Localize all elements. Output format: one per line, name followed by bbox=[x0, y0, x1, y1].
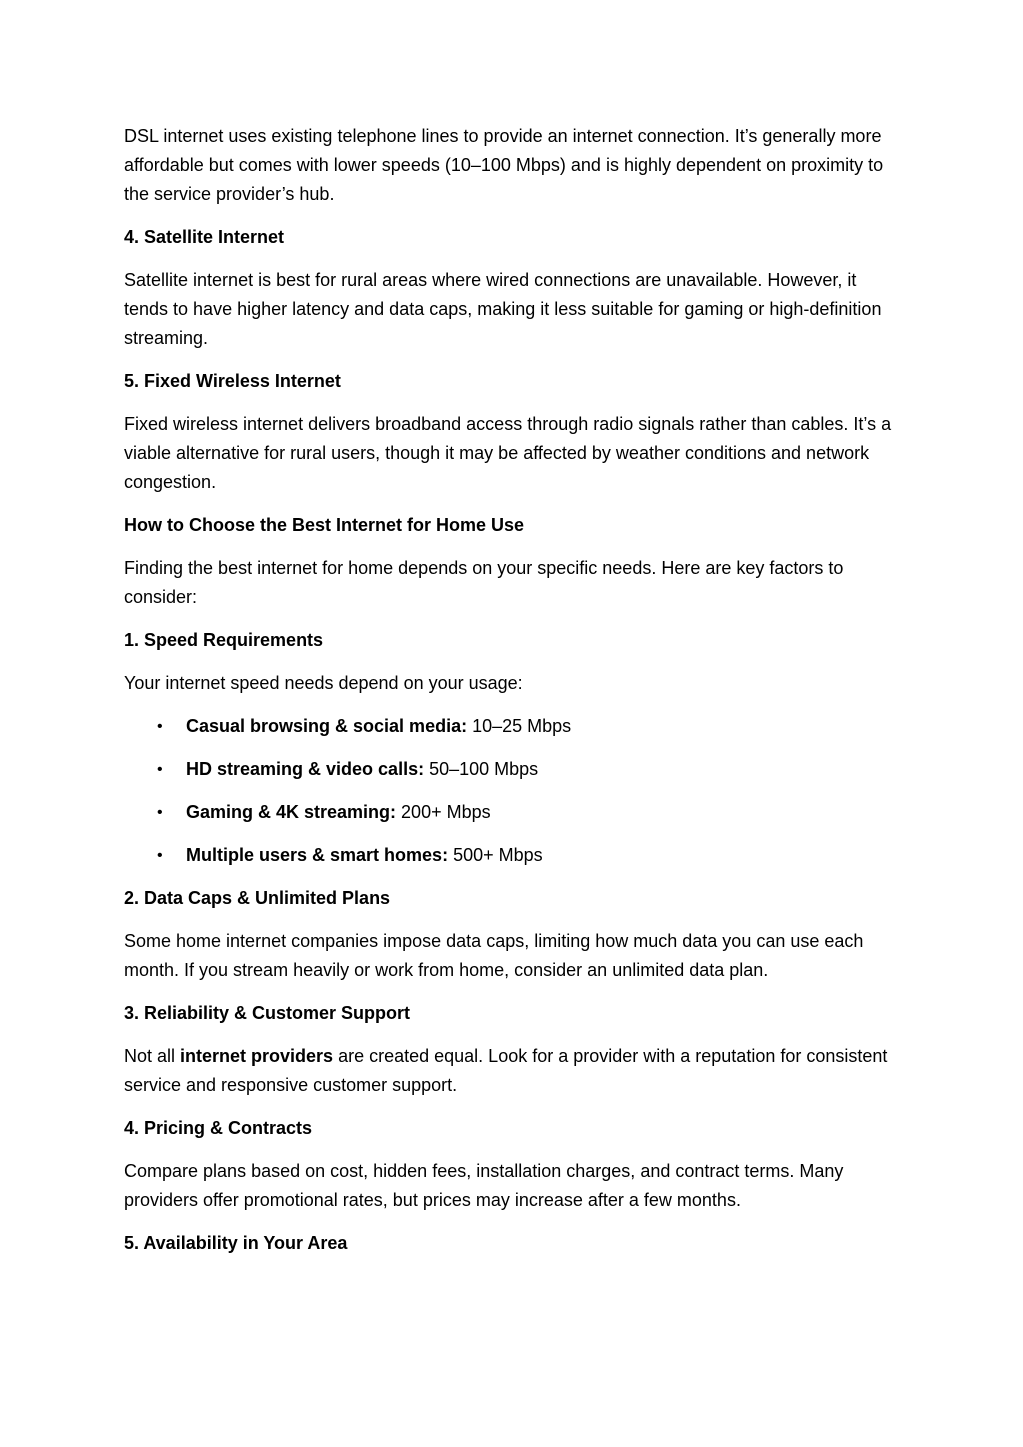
bullet-icon: • bbox=[157, 847, 163, 864]
speed-paragraph: Your internet speed needs depend on your usage: bbox=[124, 673, 523, 693]
bullet-icon: • bbox=[157, 761, 163, 778]
list-item-label: HD streaming & video calls: bbox=[186, 759, 425, 779]
list-item bbox=[124, 841, 904, 870]
bullet-icon: • bbox=[157, 804, 163, 821]
list-item-value: 500+ Mbps bbox=[448, 845, 543, 865]
choose-paragraph: Finding the best internet for home depends on your specific needs. Here are key factors to consider: bbox=[124, 558, 844, 607]
reliability-heading: 3. Reliability & Customer Support bbox=[124, 1003, 411, 1023]
fixed-wireless-heading: 5. Fixed Wireless Internet bbox=[124, 371, 341, 391]
pricing-paragraph: Compare plans based on cost, hidden fees, installation charges, and contract terms. Many providers offer promotional rates, but prices may increase after a few months. bbox=[124, 1161, 844, 1210]
data-caps-paragraph: Some home internet companies impose data caps, limiting how much data you can use each month. If you stream heavily or work from home, consider an unlimited data plan. bbox=[124, 931, 864, 980]
list-item bbox=[124, 712, 904, 741]
satellite-paragraph: Satellite internet is best for rural areas where wired connections are unavailable. However, it tends to have higher latency and data caps, making it less suitable for gaming or high-definition streaming. bbox=[124, 270, 882, 348]
fixed-wireless-paragraph: Fixed wireless internet delivers broadband access through radio signals rather than cables. It’s a viable alternative for rural users, though it may be affected by weather conditions and network congestion. bbox=[124, 414, 892, 492]
choose-heading: How to Choose the Best Internet for Home Use bbox=[124, 515, 525, 535]
data-caps-heading: 2. Data Caps & Unlimited Plans bbox=[124, 888, 391, 908]
internet-providers-emphasis: internet providers bbox=[180, 1046, 334, 1066]
satellite-heading: 4. Satellite Internet bbox=[124, 227, 285, 247]
pricing-heading: 4. Pricing & Contracts bbox=[124, 1118, 313, 1138]
list-item-value: 200+ Mbps bbox=[396, 802, 491, 822]
list-item bbox=[124, 755, 904, 784]
availability-heading: 5. Availability in Your Area bbox=[124, 1233, 348, 1253]
list-item-value: 10–25 Mbps bbox=[467, 716, 572, 736]
document-page bbox=[124, 122, 904, 1258]
list-item bbox=[124, 798, 904, 827]
list-item-label: Multiple users & smart homes: bbox=[186, 845, 449, 865]
reliability-text-start: Not all bbox=[124, 1046, 181, 1066]
list-item-label: Casual browsing & social media: bbox=[186, 716, 468, 736]
list-item-value: 50–100 Mbps bbox=[424, 759, 539, 779]
list-item-label: Gaming & 4K streaming: bbox=[186, 802, 397, 822]
reliability-text-end: are created equal. Look for a provider with a reputation for consistent service and responsive customer support. bbox=[124, 1046, 888, 1095]
speed-list bbox=[124, 712, 904, 870]
bullet-icon: • bbox=[157, 718, 163, 735]
speed-heading: 1. Speed Requirements bbox=[124, 630, 324, 650]
dsl-paragraph: DSL internet uses existing telephone lines to provide an internet connection. It’s generally more affordable but comes with lower speeds (10–100 Mbps) and is highly dependent on proximity to the service provider’s hub. bbox=[124, 126, 884, 204]
reliability-paragraph bbox=[124, 1042, 904, 1100]
